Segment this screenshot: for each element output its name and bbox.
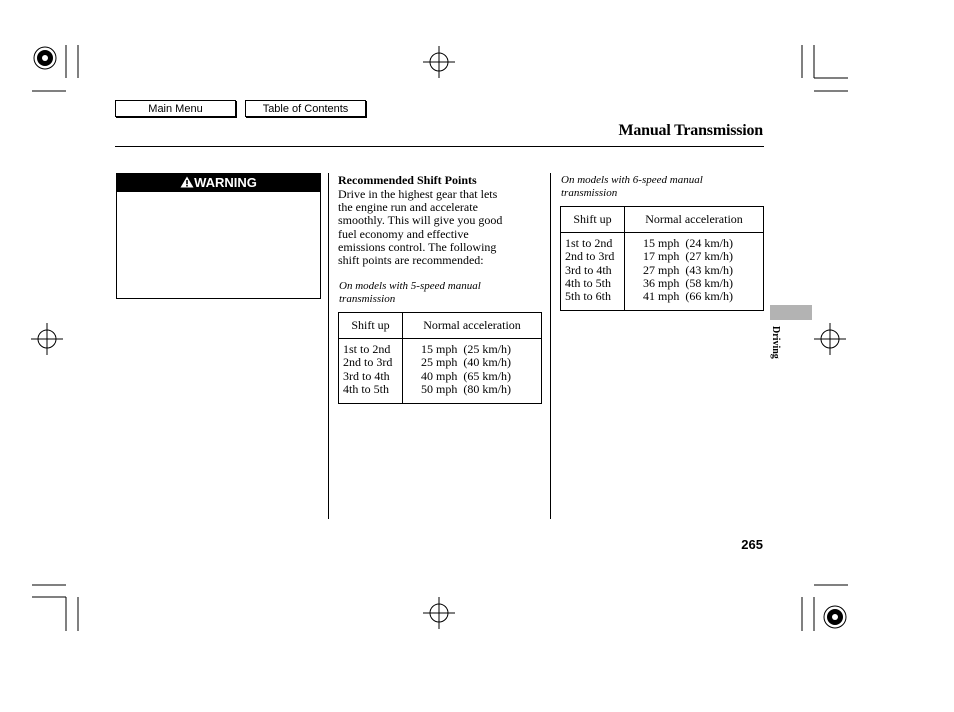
page-title: Manual Transmission — [618, 122, 763, 139]
column-divider-1 — [328, 173, 329, 519]
section-side-tab — [770, 305, 812, 320]
page-number: 265 — [741, 537, 763, 552]
shift-value: 2nd to 3rd — [343, 355, 393, 370]
column-divider-2 — [550, 173, 551, 519]
note-5-speed — [339, 280, 481, 306]
acceleration-column — [625, 233, 764, 311]
shift-value: 3rd to 4th — [565, 262, 612, 277]
warning-box — [116, 192, 321, 299]
note-line: On models with 6-speed manual — [561, 174, 703, 186]
header-shift-up: Shift up — [561, 207, 625, 233]
shift-column — [339, 339, 403, 404]
title-rule — [115, 146, 764, 147]
speed-value: 41 mph (66 km/h) — [643, 289, 734, 304]
section-heading: Recommended Shift Points — [338, 173, 477, 187]
shift-value: 4th to 5th — [343, 381, 390, 396]
body-line: shift points are recommended: — [338, 253, 484, 268]
shift-value: 4th to 5th — [565, 275, 612, 290]
table-header-row — [339, 313, 542, 339]
shift-value: 5th to 6th — [565, 289, 612, 304]
table-row — [561, 233, 764, 311]
header-normal-acceleration: Normal acceleration — [625, 207, 764, 233]
note-6-speed — [561, 174, 703, 200]
header-shift-up: Shift up — [339, 313, 403, 339]
speed-value: 40 mph (65 km/h) — [421, 368, 512, 383]
table-header-row — [561, 207, 764, 233]
shift-value: 2nd to 3rd — [565, 249, 615, 264]
shift-column — [561, 233, 625, 311]
speed-value: 15 mph (24 km/h) — [643, 236, 734, 250]
warning-header — [116, 173, 321, 192]
note-line: transmission — [561, 187, 618, 199]
speed-value: 25 mph (40 km/h) — [421, 355, 512, 370]
body-line: smoothly. This will give you good — [338, 213, 503, 228]
shift-value: 1st to 2nd — [343, 342, 391, 356]
body-line: Drive in the highest gear that lets — [338, 187, 498, 201]
speed-value: 36 mph (58 km/h) — [643, 275, 734, 290]
shift-points-section — [338, 173, 543, 267]
acceleration-column — [403, 339, 542, 404]
note-line: transmission — [339, 293, 396, 305]
body-line: the engine run and accelerate — [338, 200, 478, 215]
shift-table-5-speed — [338, 312, 542, 404]
note-line: On models with 5-speed manual — [339, 280, 481, 292]
speed-value: 27 mph (43 km/h) — [643, 262, 734, 277]
body-line: emissions control. The following — [338, 239, 497, 254]
header-normal-acceleration: Normal acceleration — [403, 313, 542, 339]
speed-value: 50 mph (80 km/h) — [421, 381, 512, 396]
table-row — [339, 339, 542, 404]
body-line: fuel economy and effective — [338, 226, 469, 241]
shift-table-6-speed — [560, 206, 764, 311]
shift-value: 1st to 2nd — [565, 236, 613, 250]
section-body — [338, 188, 543, 267]
main-menu-button[interactable]: Main Menu — [115, 100, 236, 117]
speed-value: 17 mph (27 km/h) — [643, 249, 734, 264]
speed-value: 15 mph (25 km/h) — [421, 342, 512, 356]
side-tab-label: Driving — [770, 326, 781, 359]
warning-label: WARNING — [194, 175, 257, 190]
warning-triangle-icon — [180, 176, 194, 188]
shift-value: 3rd to 4th — [343, 368, 390, 383]
table-of-contents-button[interactable]: Table of Contents — [245, 100, 366, 117]
